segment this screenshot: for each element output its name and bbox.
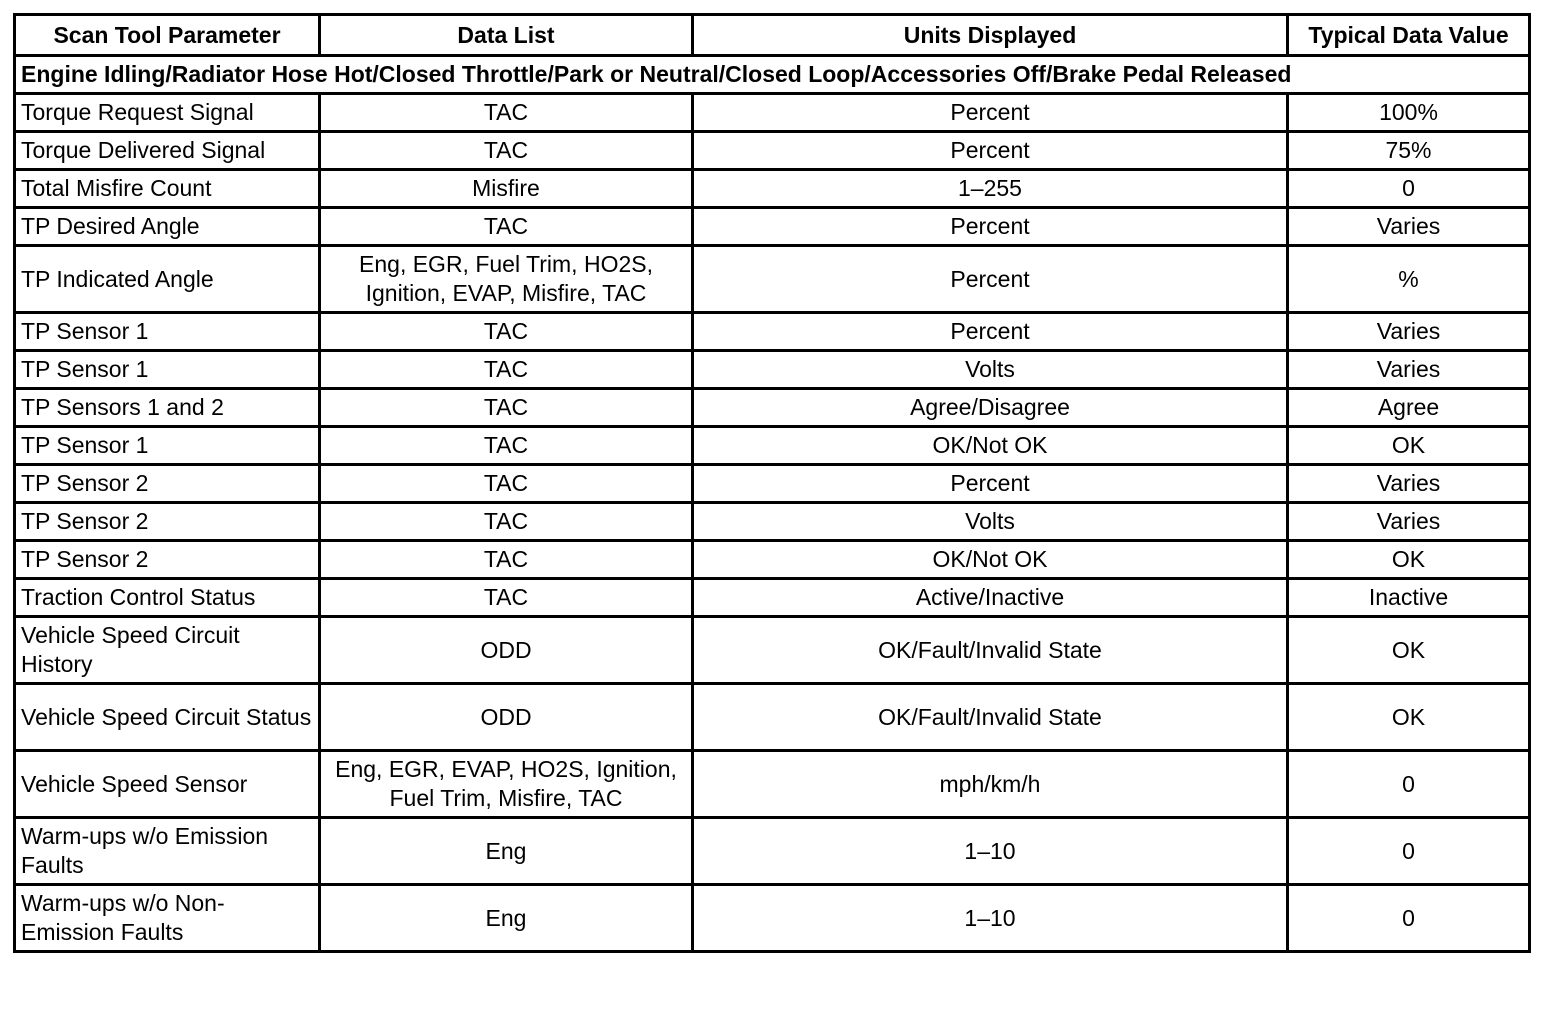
typical-value-cell: Inactive <box>1288 579 1530 617</box>
units-cell: 1–10 <box>693 885 1288 952</box>
data-list-cell: TAC <box>320 503 693 541</box>
typical-value-cell: OK <box>1288 684 1530 751</box>
units-cell: Percent <box>693 313 1288 351</box>
units-cell: Percent <box>693 246 1288 313</box>
header-scan-tool-parameter: Scan Tool Parameter <box>15 15 320 56</box>
table-row <box>15 246 1530 313</box>
table-row <box>15 885 1530 952</box>
typical-value-cell: Varies <box>1288 208 1530 246</box>
data-list-cell: Eng <box>320 885 693 952</box>
typical-value-cell: Varies <box>1288 503 1530 541</box>
data-list-cell: Eng, EGR, Fuel Trim, HO2S, Ignition, EVAP, Misfire, TAC <box>320 246 693 313</box>
parameter-cell: Vehicle Speed Circuit History <box>15 617 320 684</box>
parameter-cell: TP Sensor 2 <box>15 465 320 503</box>
table-row <box>15 170 1530 208</box>
parameter-cell: TP Sensor 1 <box>15 351 320 389</box>
scan-tool-data-table <box>13 13 1531 953</box>
typical-value-cell: 100% <box>1288 94 1530 132</box>
units-cell: 1–255 <box>693 170 1288 208</box>
table-row <box>15 617 1530 684</box>
typical-value-cell: 0 <box>1288 751 1530 818</box>
units-cell: OK/Fault/Invalid State <box>693 684 1288 751</box>
table-row <box>15 503 1530 541</box>
table-row <box>15 94 1530 132</box>
typical-value-cell: OK <box>1288 427 1530 465</box>
units-cell: mph/km/h <box>693 751 1288 818</box>
parameter-cell: TP Sensor 2 <box>15 541 320 579</box>
units-cell: Percent <box>693 94 1288 132</box>
units-cell: Percent <box>693 208 1288 246</box>
parameter-cell: TP Indicated Angle <box>15 246 320 313</box>
units-cell: Percent <box>693 465 1288 503</box>
units-cell: Agree/Disagree <box>693 389 1288 427</box>
table-row <box>15 427 1530 465</box>
typical-value-cell: Varies <box>1288 465 1530 503</box>
typical-value-cell: Varies <box>1288 313 1530 351</box>
typical-value-cell: 0 <box>1288 818 1530 885</box>
table-row <box>15 389 1530 427</box>
data-list-cell: TAC <box>320 541 693 579</box>
data-list-cell: Misfire <box>320 170 693 208</box>
data-list-cell: TAC <box>320 427 693 465</box>
typical-value-cell: OK <box>1288 617 1530 684</box>
table-row <box>15 313 1530 351</box>
table-row <box>15 351 1530 389</box>
data-list-cell: ODD <box>320 617 693 684</box>
data-list-cell: TAC <box>320 132 693 170</box>
parameter-cell: Torque Request Signal <box>15 94 320 132</box>
table-row <box>15 818 1530 885</box>
units-cell: Percent <box>693 132 1288 170</box>
data-list-cell: TAC <box>320 465 693 503</box>
condition-row <box>15 56 1530 94</box>
units-cell: OK/Not OK <box>693 541 1288 579</box>
table-row <box>15 751 1530 818</box>
table-row <box>15 541 1530 579</box>
table-row <box>15 208 1530 246</box>
parameter-cell: Vehicle Speed Circuit Status <box>15 684 320 751</box>
parameter-cell: TP Sensors 1 and 2 <box>15 389 320 427</box>
parameter-cell: Traction Control Status <box>15 579 320 617</box>
units-cell: 1–10 <box>693 818 1288 885</box>
parameter-cell: Total Misfire Count <box>15 170 320 208</box>
typical-value-cell: 0 <box>1288 885 1530 952</box>
typical-value-cell: % <box>1288 246 1530 313</box>
units-cell: OK/Fault/Invalid State <box>693 617 1288 684</box>
data-list-cell: Eng <box>320 818 693 885</box>
parameter-cell: Vehicle Speed Sensor <box>15 751 320 818</box>
condition-text: Engine Idling/Radiator Hose Hot/Closed Throttle/Park or Neutral/Closed Loop/Accessories Off/Brake Pedal Released <box>15 56 1530 94</box>
typical-value-cell: 75% <box>1288 132 1530 170</box>
data-list-cell: TAC <box>320 351 693 389</box>
parameter-cell: Warm-ups w/o Emission Faults <box>15 818 320 885</box>
header-data-list: Data List <box>320 15 693 56</box>
table-row <box>15 132 1530 170</box>
units-cell: OK/Not OK <box>693 427 1288 465</box>
typical-value-cell: Varies <box>1288 351 1530 389</box>
units-cell: Volts <box>693 503 1288 541</box>
typical-value-cell: Agree <box>1288 389 1530 427</box>
header-typical-data-value: Typical Data Value <box>1288 15 1530 56</box>
typical-value-cell: 0 <box>1288 170 1530 208</box>
table-row <box>15 465 1530 503</box>
data-list-cell: TAC <box>320 389 693 427</box>
data-list-cell: Eng, EGR, EVAP, HO2S, Ignition, Fuel Trim, Misfire, TAC <box>320 751 693 818</box>
parameter-cell: TP Sensor 1 <box>15 427 320 465</box>
data-list-cell: TAC <box>320 313 693 351</box>
units-cell: Volts <box>693 351 1288 389</box>
parameter-cell: TP Sensor 1 <box>15 313 320 351</box>
header-row <box>15 15 1530 56</box>
data-list-cell: TAC <box>320 579 693 617</box>
parameter-cell: Torque Delivered Signal <box>15 132 320 170</box>
data-list-cell: TAC <box>320 208 693 246</box>
parameter-cell: TP Desired Angle <box>15 208 320 246</box>
data-list-cell: ODD <box>320 684 693 751</box>
typical-value-cell: OK <box>1288 541 1530 579</box>
header-units-displayed: Units Displayed <box>693 15 1288 56</box>
table-row <box>15 579 1530 617</box>
parameter-cell: Warm-ups w/o Non-Emission Faults <box>15 885 320 952</box>
units-cell: Active/Inactive <box>693 579 1288 617</box>
parameter-cell: TP Sensor 2 <box>15 503 320 541</box>
table-row <box>15 684 1530 751</box>
data-list-cell: TAC <box>320 94 693 132</box>
